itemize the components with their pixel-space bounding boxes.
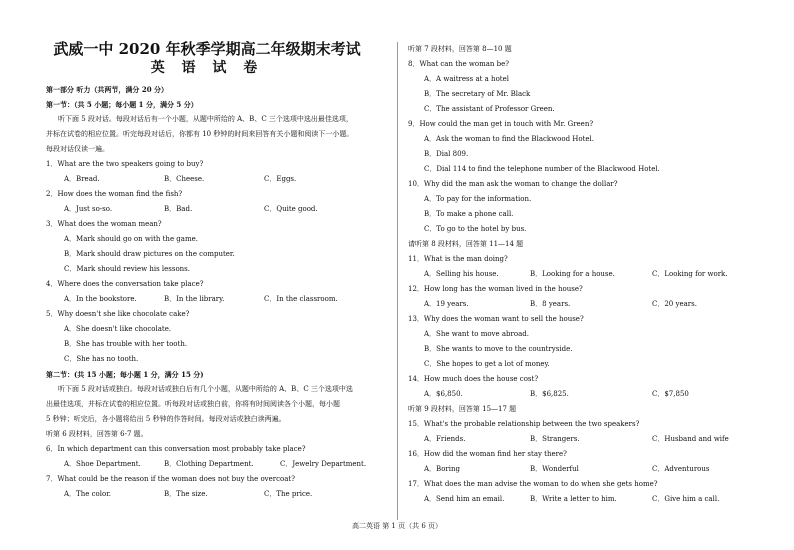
- option-c: C．Give him a call.: [652, 495, 720, 503]
- option-a: A．Shoe Department.: [64, 460, 141, 468]
- option-b: B．Wonderful: [530, 465, 579, 473]
- option-c: C．Mark should review his lessons.: [64, 265, 190, 273]
- option-b: B．Strangers.: [530, 435, 580, 443]
- option-c: C．Husband and wife: [652, 435, 729, 443]
- option-c: C．In the classroom.: [264, 295, 338, 303]
- option-a: A．$6,850.: [424, 390, 463, 398]
- question-17-options: [408, 492, 754, 507]
- option-a: A．Selling his house.: [424, 270, 499, 278]
- section-one-instructions: 并标在试卷的相应位置。听完每段对话后，你都有 10 秒钟的时间来回答有关小题和阅读下一小题。: [46, 130, 354, 138]
- page-footer: 高二英语 第 1 页（共 6 页）: [351, 522, 443, 530]
- option-b: B．Looking for a house.: [530, 270, 615, 278]
- section-two-instructions: 5 秒钟；听完后，各小题将给出 5 秒钟的作答时间。每段对话或独白读两遍。: [46, 415, 286, 423]
- question-1: 1．What are the two speakers going to buy?: [46, 160, 204, 168]
- option-c: C．To go to the hotel by bus.: [424, 225, 527, 233]
- question-17: 17．What does the man advise the woman to do when she gets home?: [408, 480, 658, 488]
- option-b: B．The secretary of Mr. Black: [424, 90, 531, 98]
- option-c: C．The assistant of Professor Green.: [424, 105, 555, 113]
- column-divider: [397, 42, 398, 520]
- option-a: A．She want to move abroad.: [424, 330, 529, 338]
- option-c: C．Adventurous: [652, 465, 710, 473]
- section-two-heading: 第二节：(共 15 小题；每小题 1 分，满分 15 分): [46, 370, 204, 379]
- option-b: B．She has trouble with her tooth.: [64, 340, 188, 348]
- section-one-heading: 第一节：（共 5 小题；每小题 1 分，满分 5 分）: [46, 100, 198, 109]
- question-15: 15．What's the probable relationship between the two speakers?: [408, 420, 640, 428]
- option-b: B．Clothing Department.: [164, 460, 254, 468]
- question-4: 4．Where does the conversation take place?: [46, 280, 204, 288]
- question-12-options: [408, 297, 754, 312]
- part-one-heading: 第一部分 听力（共两节，满分 20 分）: [46, 85, 169, 94]
- question-12: 12．How long has the woman lived in the house?: [408, 285, 583, 293]
- exam-title: 武威一中 2020 年秋季学期高二年级期末考试: [53, 40, 361, 58]
- option-b: B．Dial 809.: [424, 150, 469, 158]
- option-a: A．19 years.: [424, 300, 469, 308]
- question-8: 8．What can the woman be?: [408, 60, 510, 68]
- question-3: 3．What does the woman mean?: [46, 220, 162, 228]
- question-14: 14．How much does the house cost?: [408, 375, 539, 383]
- question-7: 7．What could be the reason if the woman does not buy the overcoat?: [46, 475, 295, 483]
- question-7-options: [46, 487, 386, 502]
- option-c: C．Quite good.: [264, 205, 318, 213]
- option-a: A．To pay for the information.: [424, 195, 532, 203]
- question-11-options: [408, 267, 754, 282]
- option-c: C．$7,850: [652, 390, 689, 398]
- option-b: B．The size.: [164, 490, 208, 498]
- section-one-instructions: 每段对话仅读一遍。: [46, 145, 109, 153]
- option-c: C．Eggs.: [264, 175, 297, 183]
- question-2: 2．How does the woman find the fish?: [46, 190, 183, 198]
- right-column: [408, 42, 754, 507]
- option-c: C．The price.: [264, 490, 313, 498]
- question-1-options: [46, 172, 386, 187]
- material-cue-9: 听第 9 段材料，回答第 15—17 题: [408, 405, 517, 413]
- option-c: C．She has no tooth.: [64, 355, 139, 363]
- question-6-options: [46, 457, 386, 472]
- question-6: 6．In which department can this conversation most probably take place?: [46, 445, 306, 453]
- option-a: A．Send him an email.: [424, 495, 505, 503]
- option-c: C．20 years.: [652, 300, 697, 308]
- option-c: C．She hopes to get a lot of money.: [424, 360, 550, 368]
- option-c: C．Looking for work.: [652, 270, 728, 278]
- option-b: B．She wants to move to the countryside.: [424, 345, 573, 353]
- option-a: A．The color.: [64, 490, 111, 498]
- option-a: A．Boring: [424, 465, 460, 473]
- option-a: A．Ask the woman to find the Blackwood Hotel.: [424, 135, 595, 143]
- option-b: B．Bad.: [164, 205, 193, 213]
- question-13: 13．Why does the woman want to sell the house?: [408, 315, 584, 323]
- question-4-options: [46, 292, 386, 307]
- option-b: B．8 years.: [530, 300, 571, 308]
- question-14-options: [408, 387, 754, 402]
- option-b: B．Write a letter to him.: [530, 495, 617, 503]
- option-a: A．Just so-so.: [64, 205, 113, 213]
- section-two-instructions: 出最佳选项，并标在试卷的相应位置。听每段对话或独白前，你将有时间阅读各个小题，每小题: [46, 400, 340, 408]
- option-b: B．$6,825.: [530, 390, 569, 398]
- option-a: A．In the bookstore.: [64, 295, 137, 303]
- option-a: A．Bread.: [64, 175, 100, 183]
- question-16-options: [408, 462, 754, 477]
- material-cue-7: 听第 7 段材料，回答第 8—10 题: [408, 45, 512, 53]
- option-c: C．Jewelry Department.: [280, 460, 367, 468]
- option-c: C．Dial 114 to find the telephone number of the Blackwood Hotel.: [424, 165, 660, 173]
- question-2-options: [46, 202, 386, 217]
- question-15-options: [408, 432, 754, 447]
- left-column: [46, 0, 386, 502]
- option-a: A．A waitress at a hotel: [424, 75, 509, 83]
- option-a: A．Mark should go on with the game.: [64, 235, 198, 243]
- option-b: B．Cheese.: [164, 175, 205, 183]
- question-9: 9．How could the man get in touch with Mr. Green?: [408, 120, 594, 128]
- option-b: B．To make a phone call.: [424, 210, 514, 218]
- exam-subtitle: 英 语 试 卷: [150, 60, 264, 76]
- option-a: A．Friends.: [424, 435, 466, 443]
- question-11: 11．What is the man doing?: [408, 255, 508, 263]
- option-a: A．She doesn't like chocolate.: [64, 325, 172, 333]
- question-10: 10．Why did the man ask the woman to change the dollar?: [408, 180, 618, 188]
- material-cue-6: 听第 6 段材料，回答第 6-7 题。: [46, 430, 148, 438]
- question-5: 5．Why doesn't she like chocolate cake?: [46, 310, 190, 318]
- option-b: B．Mark should draw pictures on the computer.: [64, 250, 235, 258]
- material-cue-8: 请听第 8 段材料，回答第 11—14 题: [408, 240, 524, 248]
- section-one-instructions: 听下面 5 段对话。每段对话后有一个小题，从题中所给的 A、B、C 三个选项中选出最佳选项，: [58, 115, 353, 123]
- option-b: B．In the library.: [164, 295, 225, 303]
- section-two-instructions: 听下面 5 段对话或独白。每段对话或独白后有几个小题，从题中所给的 A、B、C 三个选项中选: [58, 385, 353, 393]
- question-16: 16．How did the woman find her stay there?: [408, 450, 567, 458]
